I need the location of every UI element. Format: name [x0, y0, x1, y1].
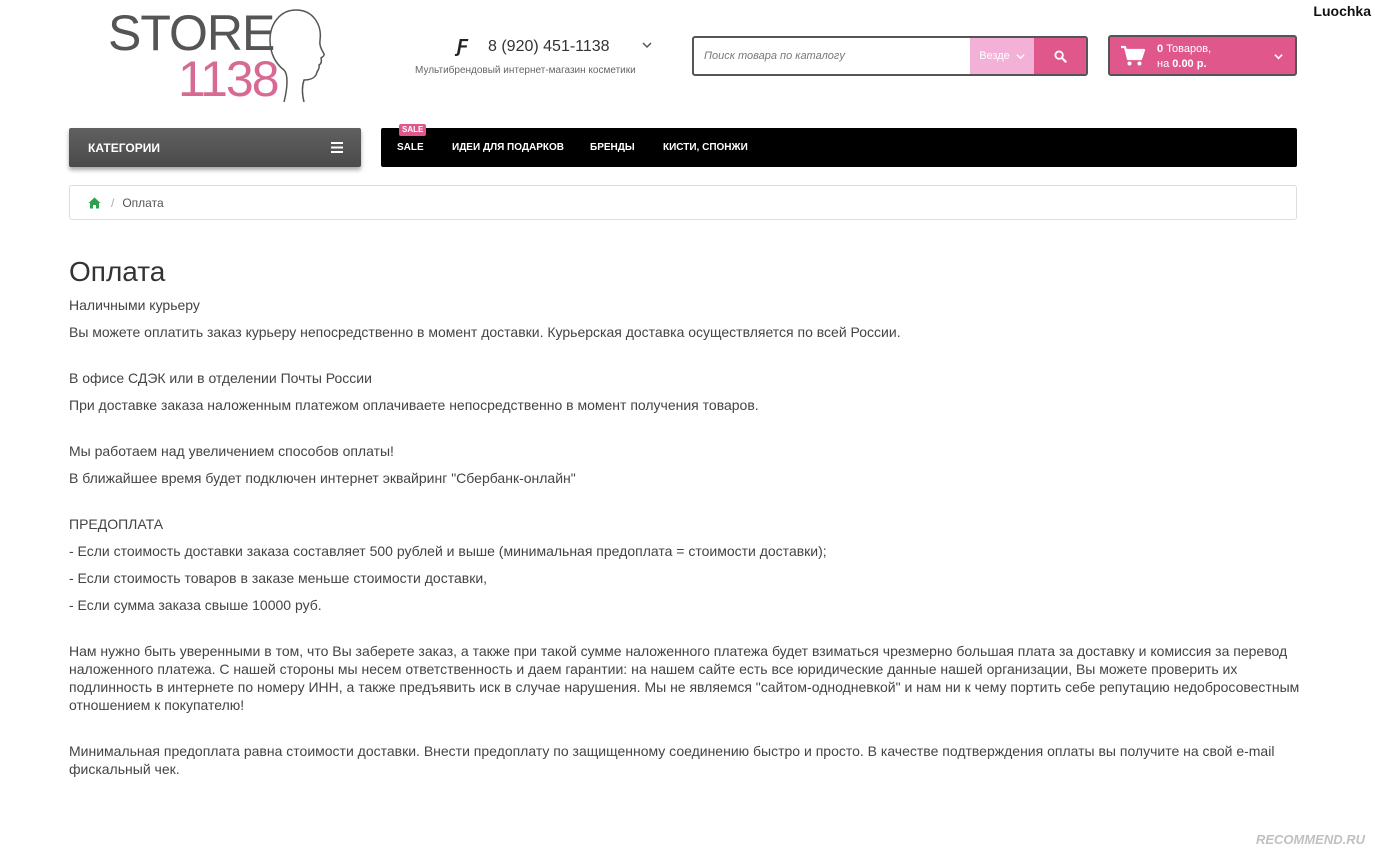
cart-button[interactable] — [1108, 35, 1297, 76]
store-tagline: Мультибрендовый интернет-магазин косметики — [415, 65, 636, 76]
search-input[interactable] — [694, 38, 970, 74]
cart-total — [1157, 58, 1207, 70]
nav-item-sale[interactable]: SALE — [397, 142, 424, 153]
prepayment-note-paragraph: Минимальная предоплата равна стоимости доставки. Внести предоплату по защищенному соединению быстро и просто. В качестве подтверждения оплаты вы получите на свой e-mail фискальный чек. — [69, 743, 1275, 777]
prepayment-condition: - Если сумма заказа свыше 10000 руб. — [69, 597, 322, 613]
cart-count — [1157, 43, 1211, 55]
prepayment-condition: - Если стоимость товаров в заказе меньше стоимости доставки, — [69, 570, 488, 586]
search-scope-select[interactable] — [970, 38, 1034, 74]
section-heading: Наличными курьеру — [69, 297, 200, 313]
phone-block — [413, 34, 663, 79]
breadcrumb — [69, 185, 1297, 220]
hamburger-menu-icon — [331, 142, 343, 153]
cart-count-value: 0 — [1157, 43, 1164, 55]
cart-total-value: 0.00 р. — [1172, 58, 1207, 70]
main-content — [69, 256, 1305, 778]
cart-count-label: Товаров, — [1166, 43, 1212, 55]
prepayment-condition: - Если стоимость доставки заказа составляет 500 рублей и выше (минимальная предоплата = стоимости доставки); — [69, 543, 827, 559]
guarantee-paragraph: Нам нужно быть уверенными в том, что Вы заберете заказ, а также при такой сумме наложенного платежа будет взиматься чрезмерно большая плата за доставку и комиссия за перевод наложенного платежа. С нашей стороны мы несем ответственность и даем гарантии: на нашем сайте есть все юридические данные нашей организации, Вы можете проверить их подлинность в интернете по номеру ИНН, а также предъявить иск в случае нарушения. Мы не являемся "сайтом-однодневкой" и нам ни к чему портить себе репутацию недобросовестным отношением к покупателю! — [69, 643, 1300, 713]
chevron-down-icon — [1274, 52, 1283, 61]
sale-badge: SALE — [399, 124, 426, 136]
search-scope-label: Везде — [979, 50, 1010, 62]
section-text: При доставке заказа наложенным платежом оплачиваете непосредственно в момент получения товаров. — [69, 397, 759, 413]
phone-number[interactable]: 8 (920) 451-1138 — [488, 38, 610, 55]
section-heading: В офисе СДЭК или в отделении Почты России — [69, 370, 372, 386]
face-profile-icon — [266, 6, 326, 104]
search-bar — [692, 36, 1088, 76]
categories-menu-button[interactable] — [69, 128, 361, 167]
cart-total-prefix: на — [1157, 58, 1170, 70]
shopping-cart-icon — [1120, 45, 1146, 67]
nav-item-gift-ideas[interactable]: ИДЕИ ДЛЯ ПОДАРКОВ — [452, 142, 565, 153]
nav-item-brushes[interactable]: КИСТИ, СПОНЖИ — [663, 142, 748, 153]
main-nav — [381, 125, 1297, 167]
breadcrumb-current: Оплата — [122, 195, 164, 210]
search-icon — [1054, 50, 1067, 63]
page-title: Оплата — [69, 256, 166, 287]
breadcrumb-separator: / — [111, 195, 115, 210]
chevron-down-icon[interactable] — [642, 40, 652, 50]
prepayment-heading: ПРЕДОПЛАТА — [69, 516, 164, 532]
username-watermark: Luochka — [1313, 3, 1371, 19]
logo-word: STORE — [108, 5, 275, 61]
home-icon[interactable] — [88, 197, 101, 209]
section-text: Вы можете оплатить заказ курьеру непосредственно в момент доставки. Курьерская доставка осуществляется по всей России. — [69, 324, 901, 340]
store-logo[interactable] — [108, 4, 323, 107]
section-text: В ближайшее время будет подключен интернет эквайринг "Сбербанк-онлайн" — [69, 470, 576, 486]
search-button[interactable] — [1034, 38, 1086, 74]
categories-label: КАТЕГОРИИ — [88, 141, 160, 155]
chevron-down-icon — [1016, 52, 1025, 61]
phone-brand-icon: Ƒ — [457, 36, 468, 56]
nav-item-brands[interactable]: БРЕНДЫ — [590, 142, 635, 153]
recommend-watermark: RECOMMEND.RU — [1255, 832, 1365, 847]
logo-number: 1138 — [178, 51, 278, 107]
section-heading: Мы работаем над увеличением способов оплаты! — [69, 443, 394, 459]
